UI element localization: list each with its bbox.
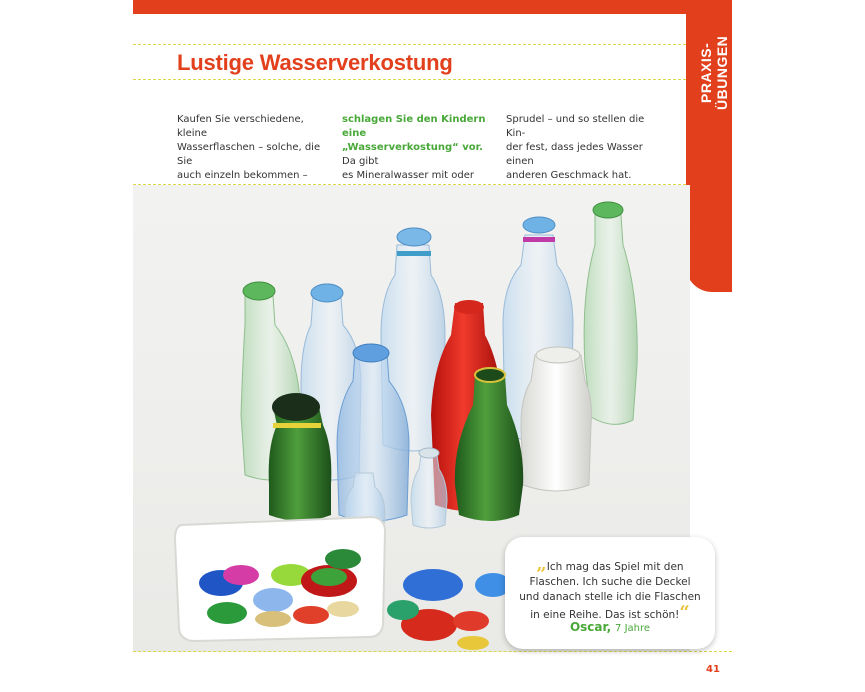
text-column-3 [506,113,656,183]
quote-author [505,620,715,634]
quote-text [515,554,705,623]
top-color-band [133,0,732,14]
divider-top [133,44,686,45]
close-quote-icon: “ [679,602,690,623]
page-title: Lustige Wasserverkostung [177,50,453,75]
quote-line: in eine Reihe. Das ist schön! [530,609,680,621]
text-line: Sprudel – und so stellen die Kin- [506,114,645,139]
section-tab-label: PRAXIS-ÜBUNGEN [698,35,730,111]
page-number: 41 [706,664,720,675]
text-fragment: Da gibt [342,156,379,167]
quote-line: und danach stelle ich die Flaschen [519,591,701,603]
highlight-text: schlagen Sie den Kindern eine [342,114,486,139]
quote-box [505,537,715,649]
text-fragment: auch einzeln bekommen – [177,170,308,181]
author-age: 7 Jahre [615,623,651,634]
author-name: Oscar, [569,620,612,634]
text-line: Kaufen Sie verschiedene, kleine [177,114,304,139]
text-line: Wasserflaschen – solche, die Sie [177,142,321,167]
text-line: es Mineralwasser mit oder [342,170,474,181]
open-quote-icon: „ [536,554,547,575]
text-line [342,141,492,169]
quote-line: Flaschen. Ich suche die Deckel [529,576,691,588]
divider-bottom [133,651,732,652]
quote-line: Ich mag das Spiel mit den [546,561,684,573]
highlight-text: „Wasserverkostung“ vor. [342,142,483,153]
text-line: der fest, dass jedes Wasser einen [506,142,643,167]
divider-title [133,79,686,80]
text-line: anderen Geschmack hat. [506,170,632,181]
